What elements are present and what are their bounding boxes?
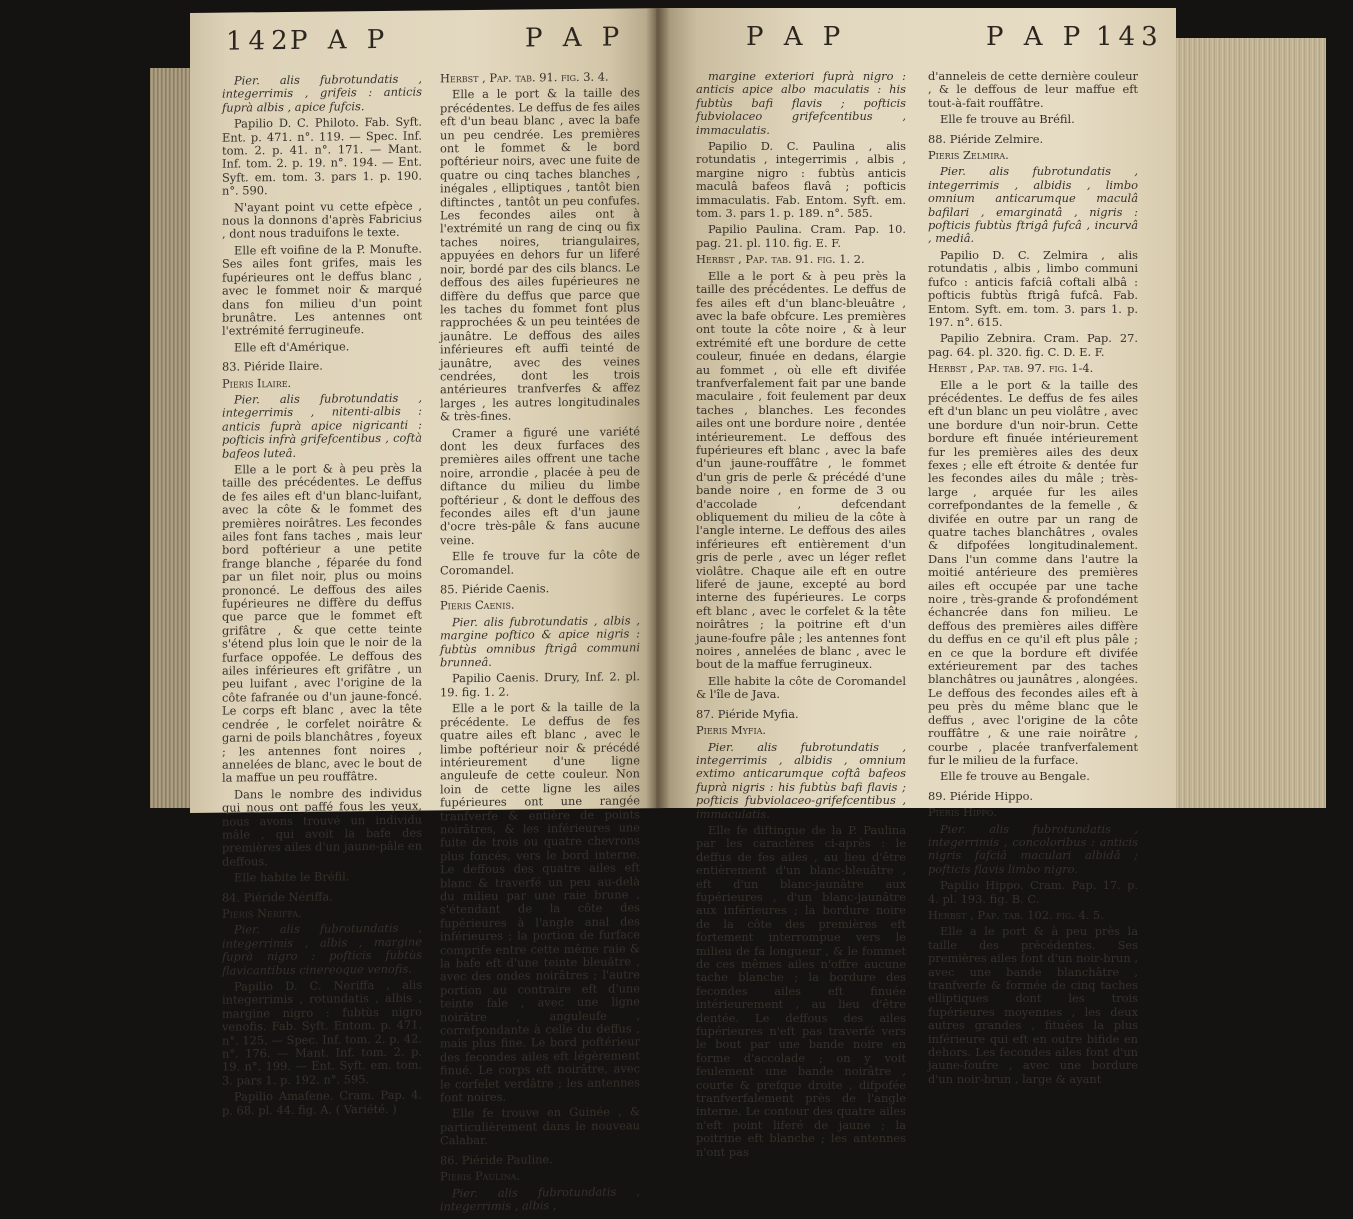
paragraph: Papilio Amafene. Cram. Pap. 4. p. 68. pl. 44. fig. A. ( Variété. ) [222,1087,422,1118]
running-head: P A P [290,24,391,56]
paragraph: d'anneleis de cette dernière couleur , & le deffous de leur maffue eft tout-à-fait rouffâtre. [928,69,1138,110]
page-number: 142 [226,25,294,57]
paragraph: Elle fe diftingue de la P. Paulina par les caractères ci-après : le deffus de fes ailes , au lieu d'être entièrement d'un blanc-bleuâtre , eft d'un blanc-jaunâtre aux fupérieures , d'un blanc-jaunâtre aux inférieures ; la bordure noire de la côte des premières eft fortement interrompue vers le milieu de fa longueur , & le fommet de ces mêmes ailes n'offre aucune tache blanche ; la bordure des fecondes ailes eft finuée intérieurement , au lieu d'être dentée. Le deffous des ailes fupérieures n'eft pas traverfé vers le bout par une bande noire en forme d'accolade ; on y voit feulement une bande noirâtre , courte & prefque droite , difpofée tranfverfalement près de l'angle interne. Le contour des quatre ailes n'eft point liferé de jaune ; la poitrine eft blanche ; les antennes n'ont pas [696,822,906,1159]
paragraph: Papilio D. C. Neriffa , alis integerrimis , rotundatis , albis , margine nigro : fubtùs nigro venofis. Fab. Syft. Entom. p. 471. n°. 125. — Spec. Inf. tom. 2. p. 42. n°. 176. — Mant. Inf. tom. 2. p. 19. n°. 199. — Ent. Syft. em. tom. 3. pars 1. p. 192. n°. 595. [222,977,422,1088]
species-heading: 89. Piéride Hippo. [928,788,1033,803]
species-heading: 85. Piéride Caenis. [440,581,550,597]
page-number: 143 [1096,22,1164,52]
paragraph: Elle eft voifine de la P. Monufte. Ses ailes font grifes, mais les fupérieures ont le deffus blanc , avec le fommet noir & marqué dans fon milieu d'un point brunâtre. Les antennes ont l'extrémité ferrugineufe. [222,241,422,338]
text-column-right-2 [928,70,1138,1089]
paragraph: Pier. alis fubrotundatis , integerrimis , albidis , limbo omnium anticarumque maculâ bafilari , emarginatâ , nigris : pofticis fubtùs ftrigâ fufcâ , incurvâ , mediâ. [928,164,1138,246]
book-gutter [646,8,670,808]
paragraph: Elle fe trouve fur la côte de Coromandel. [440,547,640,577]
paragraph: margine exteriori fuprà nigro : anticis apice albo maculatis : his fubtùs bafi flavis ; pofticis fubviolaceo grifefcentibus , immaculatis. [696,69,906,137]
paragraph: Pier. alis fubrotundatis , integerrimis , albidis , omnium extimo anticarumque coftâ bafeos fuprà nigris : his fubtùs bafi flavis ; pofticis fubviolaceo-grifefcentibus , immaculatis. [696,739,906,821]
left-page-edges [150,68,192,808]
paragraph: N'ayant point vu cette efpèce , nous la donnons d'après Fabricius , dont nous traduifons le texte. [222,198,422,242]
paragraph: Papilio D. C. Paulina , alis rotundatis , integerrimis , albis , margine nigro : fubtùs anticis maculâ bafeos flavâ ; pofticis immaculatis. Fab. Entom. Syft. em. tom. 3. pars 1. p. 189. n°. 585. [696,139,906,221]
running-head: P A P [525,22,626,54]
paragraph: Pieris Neriffa. [222,905,302,921]
paragraph: Elle eft d'Amérique. [234,339,350,355]
paragraph: Pier. alis fubrotundatis , integerrimis , nitenti-albis : anticis fuprà apice nigricanti : pofticis infrà grifefcentibus , coftà bafeos luteâ. [222,390,422,461]
paragraph: Herbst , Pap. tab. 91. fig. 1. 2. [696,252,865,267]
right-page-edges [1176,38,1326,808]
paragraph: Pieris Hippo. [928,805,997,820]
paragraph: Elle fe trouve en Guinée , & particulièrement dans le nouveau Calabar. [440,1104,640,1148]
paragraph: Pieris Caenis. [440,598,515,613]
species-heading: 87. Piéride Myfia. [696,706,799,721]
paragraph: Pieris Zelmira. [928,148,1009,163]
paragraph: Papilio Zebnira. Cram. Pap. 27. pag. 64. pl. 320. fig. C. D. E. F. [928,331,1138,359]
paragraph: Elle a le port & la taille des précédentes. Le deffus de fes ailes eft d'un blanc un peu violâtre , avec une bordure d'un noir-brun. Cette bordure eft finuée intérieurement fur les premières ailes des deux fexes ; elle eft étroite & dentée fur les fecondes ailes du mâle ; très-large , arquée fur les ailes correfpondantes de la femelle , & divifée en outre par un rang de quatre taches blanchâtres , ovales & difpofées longitudinalement. Dans l'un comme dans l'autre la moitié antérieure des premières ailes eft occupée par une tache noire , très-grande & profondément échancrée dans fon milieu. Le deffous des premières ailes diffère du deffus en ce qu'il eft plus pâle ; en ce que la bordure eft divifée extérieurement par des taches blanchâtres ou jaunâtres , alongées. Le deffous des fecondes ailes eft à peu près du même blanc que le deffus , avec l'origine de la côte rouffâtre , & une raie noirâtre , courbe , placée tranfverfalement fur le milieu de la furface. [928,377,1138,767]
left-page [190,8,666,1214]
paragraph: Papilio D. C. Philoto. Fab. Syft. Ent. p. 471. n°. 119. — Spec. Inf. tom. 2. p. 41. n°. 171. — Mant. Inf. tom. 2. p. 19. n°. 194. — Ent. Syft. em. tom. 3. pars 1. p. 190. n°. 590. [222,114,422,198]
paragraph: Pier. alis fubrotundatis , integerrimis , concoloribus : anticis nigris fafciâ maculari albidâ ; pofticis flavis limbo nigro. [928,821,1138,876]
paragraph: Elle a le port & à peu près la taille des précédentes. Le deffus de fes ailes eft d'un blanc-luifant, avec la côte & le fommet des premières noirâtres. Les fecondes ailes font fans taches , mais leur bord poftérieur a une petite frange blanche , féparée du fond par un filet noir, plus ou moins prononcé. Le deffous des ailes fupérieures ne diffère du deffus que parce que le fommet eft grifâtre , & que cette teinte s'étend plus loin que le noir de la furface oppofée. Le deffous des ailes inférieures eft grifâtre , un peu luifant , avec l'origine de la côte fafranée ou d'un jaune-foncé. Le corps eft blanc , avec la tête cendrée , le corfelet noirâtre & garni de poils blanchâtres , foyeux ; les antennes font noires , annelées de blanc, avec le bout de la maffue un peu rouffâtre. [222,460,422,785]
paragraph: Elle fe trouve au Bréfil. [940,112,1075,127]
text-column-right-1 [696,70,906,1162]
paragraph: Elle a le port & à peu près la taille des précédentes. Le deffus de fes ailes eft d'un blanc-bleuâtre , avec la bafe obfcure. Les premières ont toute la côte noire , & à leur extrémité eft une bordure de cette couleur, finuée en dedans, élargie au fommet , où elle eft divifée tranfverfalement fait par une bande maculaire , foit feulement par deux taches , blanches. Les fecondes ailes ont une bordure noire , dentée intérieurement. Le deffous des fupérieures eft blanc , avec la bafe d'un jaune-rouffâtre , le fommet d'un gris de perle & précédé d'une bande noire , en forme de 3 ou d'accolade , defcendant obliquement du milieu de la côte à l'angle interne. Le deffous des ailes inférieures eft entièrement d'un gris de perle , avec un léger reflet violâtre. Chaque aile eft en outre liferé de jaune, excepté au bord interne des fupérieures. Le corps eft blanc , avec le corfelet & la tête noirâtres ; la poitrine eft d'un jaune-foufre pâle ; les antennes font noires , annelées de blanc , avec le bout de la maffue ferrugineux. [696,268,906,672]
open-book [190,8,1330,1214]
paragraph: Papilio Caenis. Drury, Inf. 2. pl. 19. fig. 1. 2. [440,669,640,700]
paragraph: Pier. alis fubrotundatis , integerrimis , albis , margine fuprà nigro : pofticis fubtùs flavicantibus cinereoque venofis. [222,920,422,978]
paragraph: Herbst , Pap. tab. 102. fig. 4. 5. [928,907,1104,922]
paragraph: Elle a le port & la taille de la précédente. Le deffus de fes quatre ailes eft blanc , avec le limbe poftérieur noir & précédé intérieurement d'une ligne anguleufe de cette couleur. Non loin de cette ligne les ailes fupérieures ont une rangée tranfverfe & entière de points noirâtres, & les inférieures une fuite de trois ou quatre chevrons plus foncés, vers le bord interne. Le deffous des quatre ailes eft blanc & traverfé un peu au-delà du milieu par une raie brune , s'étendant de la côte des fupérieures à l'angle anal des inférieures ; la portion de furface comprife entre cette même raie & la bafe eft d'une teinte bleuâtre , avec des ondes noirâtres ; l'autre portion au contraire eft d'une teinte fale , avec une ligne noirâtre , anguleufe , correfpondante à celle du deffus , mais plus fine. Le bord poftérieur des fecondes ailes eft légèrement finué. Le corps eft noirâtre, avec le corfelet verdâtre ; les antennes font noires. [440,699,640,1105]
paragraph: Elle fe trouve au Bengale. [940,769,1090,784]
paragraph: Elle a le port & la taille des précédentes. Le deffus de fes ailes eft d'un beau blanc , avec la bafe un peu cendrée. Les premières ont le fommet & le bord poftérieur noirs, avec une fuite de quatre ou cinq taches blanches , inégales , elliptiques , tantôt bien diftinctes , tantôt un peu confufes. Les fecondes ailes ont à l'extrémité un rang de cinq ou fix taches noires, triangulaires, appuyées en dehors fur un liferé noir, bordé par des cils blancs. Le deffous des ailes fupérieures ne diffère du deffus que parce que les taches du fommet font plus rapprochées & un peu teintées de jaunâtre. Le deffous des ailes inférieures eft auffi teinté de jaunâtre, avec des veines cendrées, dont les trois antérieures tranfverfes & affez larges , les autres longitudinales & très-fines. [440,85,640,424]
paragraph: Pieris Myfia. [696,723,767,738]
paragraph: Herbst , Pap. tab. 97. fig. 1-4. [928,361,1094,376]
paragraph: Pieris Ilaire. [222,375,292,391]
right-page [656,8,1176,1159]
species-heading: 86. Piéride Pauline. [440,1151,553,1168]
text-column-left-2 [440,70,640,1216]
species-heading: 84. Piéride Nériffa. [222,889,333,905]
paragraph: Pier. alis fubrotundatis , integerrimis , albis , [440,1183,640,1214]
paragraph: Cramer a figuré une variété dont les deux furfaces des premières ailes offrent une tache noire, arrondie , placée à peu de diftance du milieu du limbe poftérieur , & dont le deffous des fecondes ailes eft d'un jaune d'ocre très-pâle & fans aucune veine. [440,423,640,548]
paragraph: Pier. alis fubrotundatis , integerrimis , grifeis : anticis fuprà albis , apice fufcis. [222,71,422,115]
paragraph: Elle a le port & à peu près la taille des précédentes. Ses premières ailes font d'un noir-brun , avec une bande blanchâtre , tranfverfe & formée de cinq taches elliptiques dont les trois fupérieures moyennes , les deux autres grandes , fituées la plus inférieure qui eft en outre bifide en dehors. Les fecondes ailes font d'un jaune-foufre , avec une bordure d'un noir-brun , large & ayant [928,924,1138,1086]
species-heading: 83. Piéride Ilaire. [222,358,323,374]
paragraph: Papilio D. C. Zelmira , alis rotundatis , albis , limbo communi fufco : anticis fafciâ coftali albâ : pofticis fubtùs ftrigâ fufcâ. Fab. Entom. Syft. em. tom. 3. pars 1. p. 197. n°. 615. [928,247,1138,329]
paragraph: Dans le nombre des individus qui nous ont paffé fous les yeux, nous avons trouvé un individu mâle , qui avoit la bafe des premières ailes d'un jaune-pâle en deffous. [222,785,422,869]
text-column-left-1 [222,73,422,1121]
paragraph: Herbst , Pap. tab. 91. fig. 3. 4. [440,69,609,86]
species-heading: 88. Piéride Zelmire. [928,131,1044,146]
paragraph: Papilio Hippo. Cram. Pap. 17. p. 4. pl. 193. fig. B. C. [928,878,1138,906]
running-head: P A P [746,22,847,52]
running-head: P A P [986,22,1087,52]
paragraph: Papilio Paulina. Cram. Pap. 10. pag. 21. pl. 110. fig. E. F. [696,222,906,250]
paragraph: Elle habite le Bréfil. [234,869,350,885]
paragraph: Pieris Paulina. [440,1168,521,1184]
paragraph: Pier. alis fubrotundatis , albis , margine poftico & apice nigris : fubtùs omnibus ftrigâ communi brunneâ. [440,613,640,670]
paragraph: Elle habite la côte de Coromandel & l'île de Java. [696,673,906,702]
